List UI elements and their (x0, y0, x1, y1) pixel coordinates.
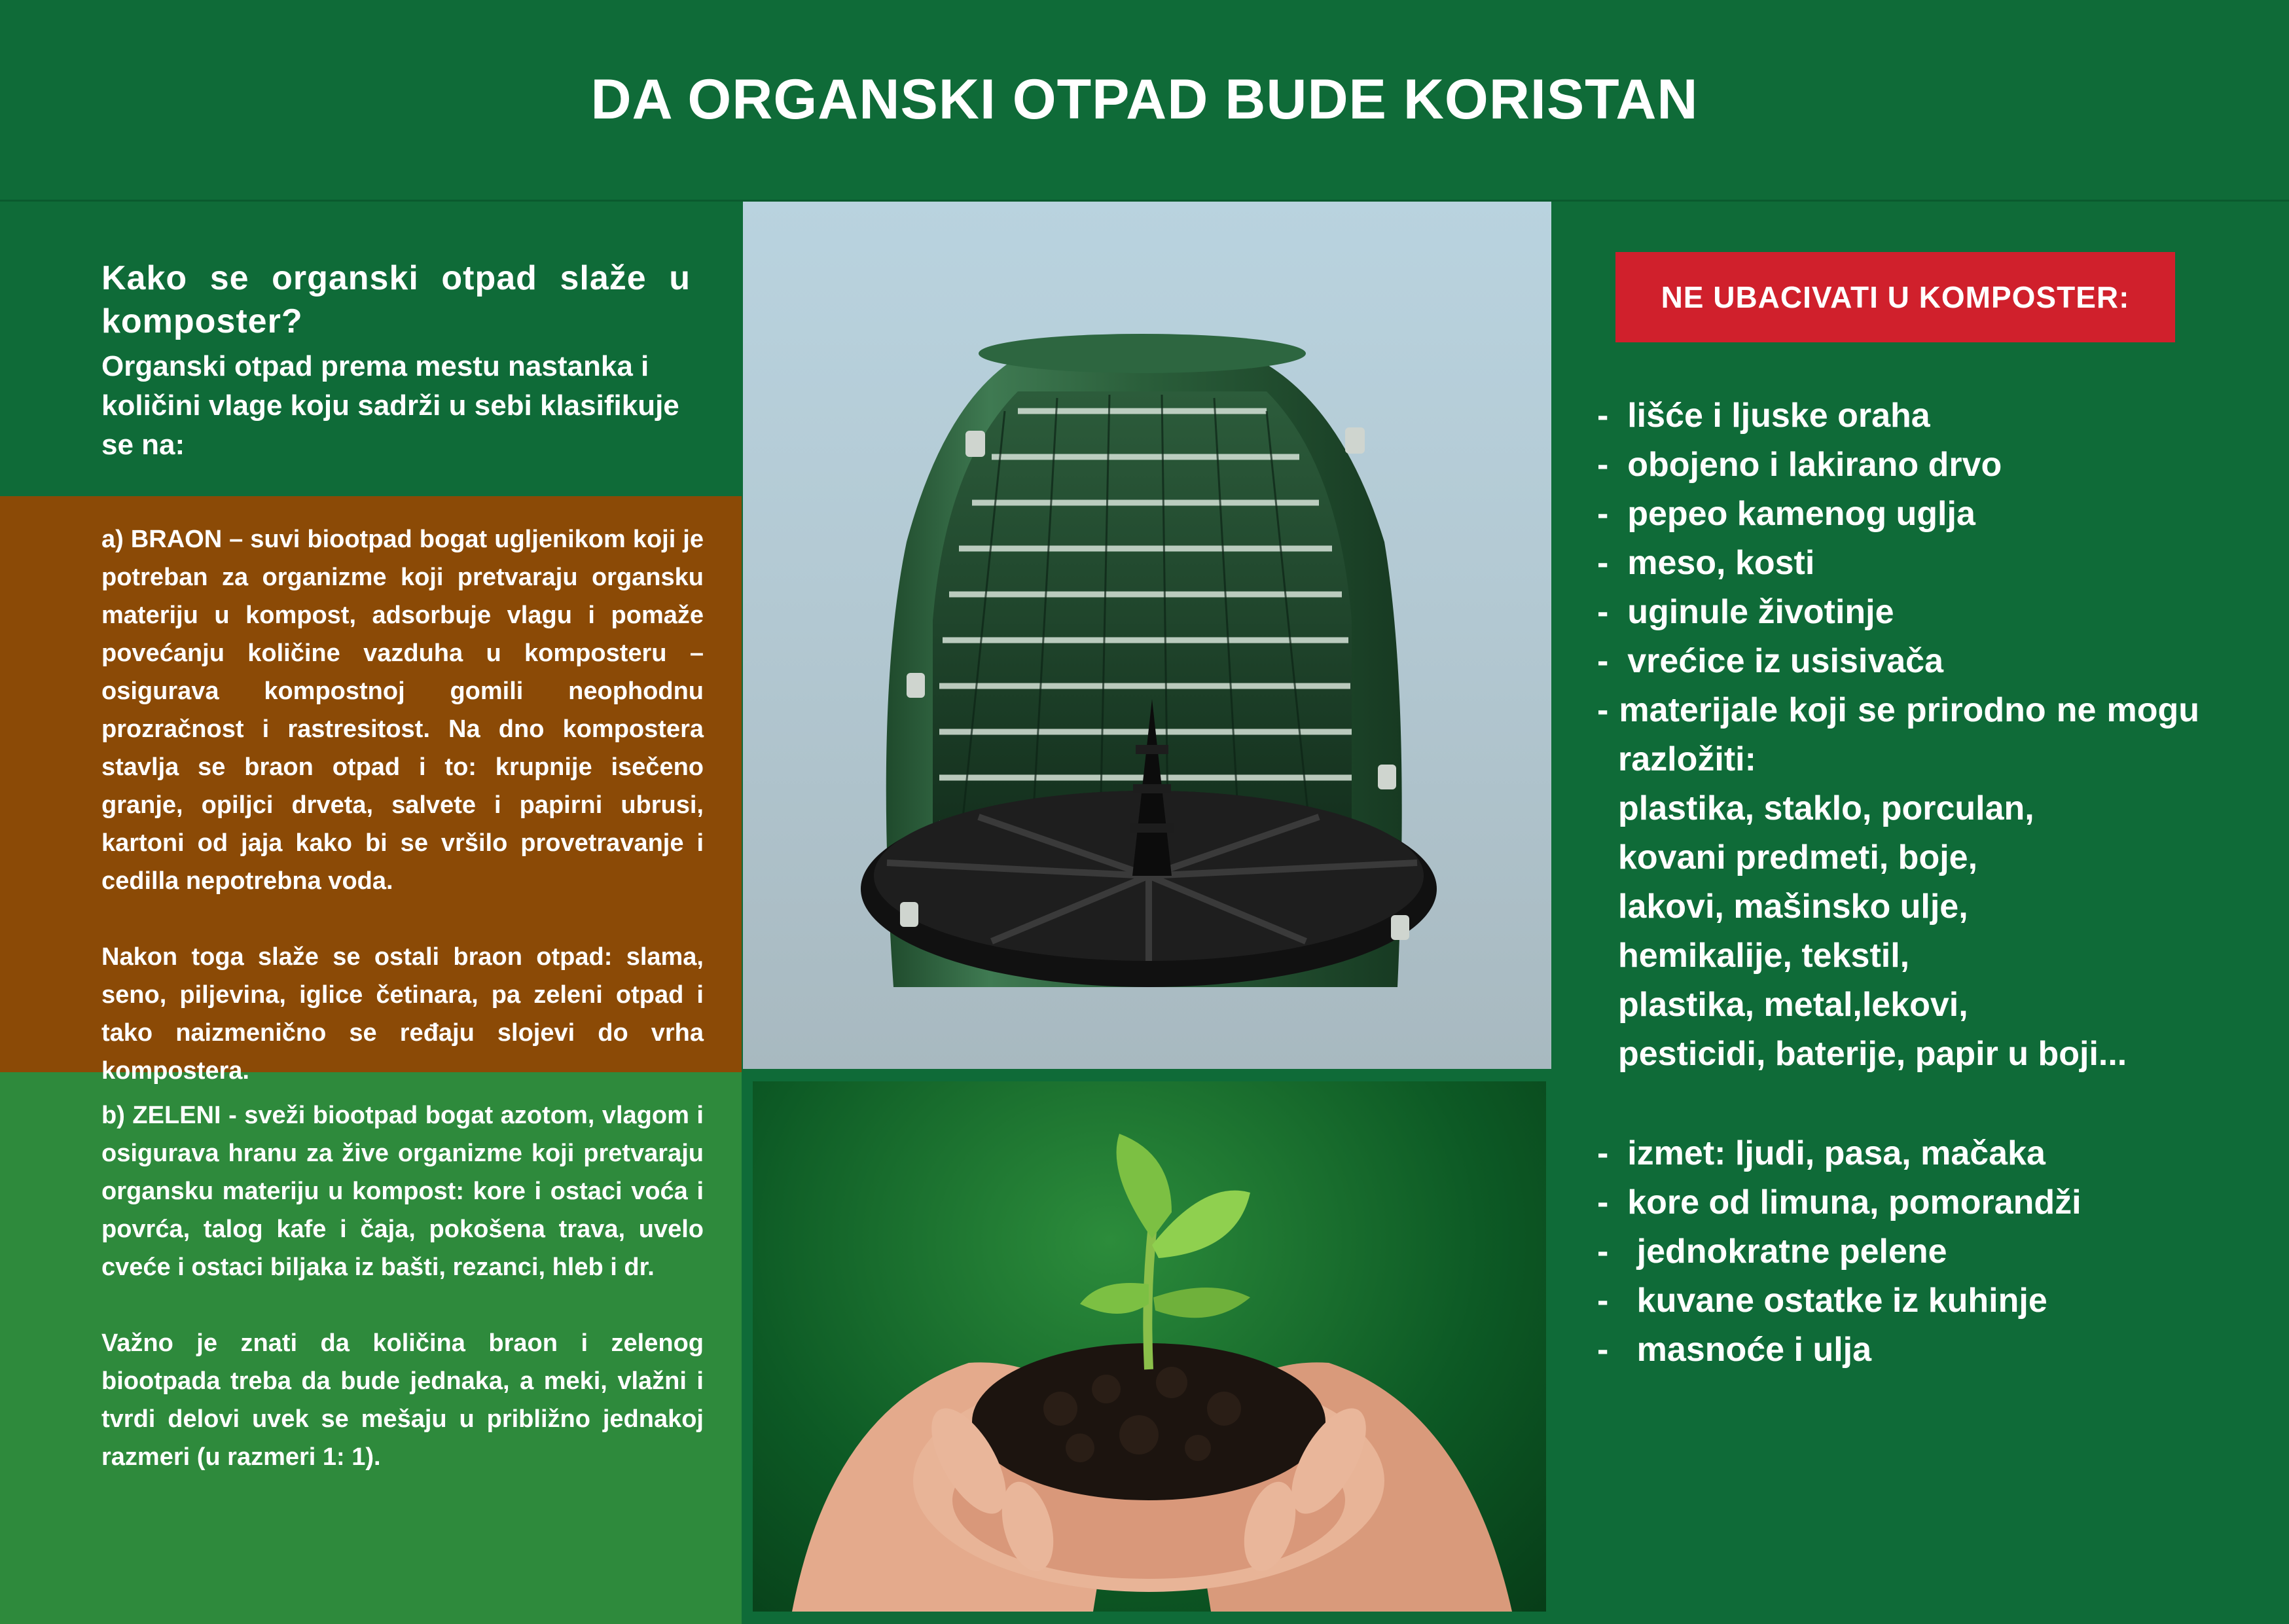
warning-title: NE UBACIVATI U KOMPOSTER: (1661, 280, 2130, 314)
list-item: - pepeo kamenog uglja (1597, 495, 1975, 533)
list-item: - vrećice iz usisivača (1597, 642, 1944, 680)
forbidden-list-2 (1597, 1129, 2199, 1375)
zeleni-paragraph-1: b) ZELENI - sveži biootpad bogat azotom, vlagom i osigurava hranu za žive organizme koji pretvaraju organsku materiju u kompost: kore i ostaci voća i povrća, talog kafe i čaja, pokošena trava, uvelo cveće i ostaci biljaka iz bašti, rezanci, hleb i dr. (101, 1102, 704, 1281)
braon-paragraph-2: Nakon toga slaže se ostali braon otpad: slama, seno, piljevina, iglice četinara, pa zeleni otpad i tako naizmenično se ređaju slojevi do vrha kompostera. (101, 943, 704, 1085)
sub-item: plastika, metal,lekovi, (1618, 986, 1968, 1024)
list-item-long-cont: razložiti: (1618, 740, 1756, 778)
warning-title-box (1615, 252, 2175, 342)
sub-item: lakovi, mašinsko ulje, (1618, 888, 1968, 926)
intro-text: Organski otpad prema mestu nastanka i količini vlage koju sadrži u sebi klasifikuje se na: (101, 350, 679, 461)
seedling-icon (753, 1081, 1546, 1612)
zeleni-paragraph-2: Važno je znati da količina braon i zelenog biootpada treba da bude jednaka, a meki, vlažni i tvrdi delovi uvek se mešaju u približno jednakoj razmeri (u razmeri 1: 1). (101, 1329, 704, 1471)
list-item: - uginule životinje (1597, 593, 1894, 631)
list-item-long: - materijale koji se prirodno ne mogu (1597, 691, 2199, 729)
hands-seedling-image (753, 1081, 1546, 1612)
sub-item: hemikalije, tekstil, (1618, 937, 1910, 975)
braon-text (101, 520, 704, 1128)
zeleni-text (101, 1096, 704, 1514)
page-header (0, 0, 2289, 202)
forbidden-list (1597, 391, 2199, 1079)
list-item: - izmet: ljudi, pasa, mačaka (1597, 1134, 2046, 1172)
intro-question: Kako se organski otpad slaže u komposter? (101, 259, 691, 340)
list-item: - masnoće i ulja (1597, 1331, 1872, 1369)
sub-item: kovani predmeti, boje, (1618, 839, 1978, 876)
list-item: - jednokratne pelene (1597, 1233, 1947, 1271)
page-title: DA ORGANSKI OTPAD BUDE KORISTAN (590, 68, 1699, 131)
sub-item: pesticidi, baterije, papir u boji... (1618, 1035, 2127, 1073)
list-item: - obojeno i lakirano drvo (1597, 446, 2002, 484)
list-item: - meso, kosti (1597, 544, 1815, 582)
braon-paragraph-1: a) BRAON – suvi biootpad bogat ugljenikom koji je potreban za organizme koji pretvaraju organsku materiju u kompost, adsorbuje vlagu i pomaže povećanju količine vazduha u komposteru – osigurava kompostnoj gomili neophodnu prozračnost i rastresitost. Na dno kompostera stavlja se braon otpad i to: krupnije isečeno granje, opiljci drveta, salvete i papirni ubrusi, kartoni od jaja kako bi se vršilo provetravanje i cedilla nepotrebna voda. (101, 526, 704, 895)
sub-item: plastika, staklo, porculan, (1618, 789, 2034, 827)
list-item: - kore od limuna, pomorandži (1597, 1183, 2082, 1221)
list-item: - lišće i ljuske oraha (1597, 397, 1930, 435)
list-item: - kuvane ostatke iz kuhinje (1597, 1282, 2047, 1320)
composter-bin-image (743, 202, 1551, 1069)
composter-bin-icon (743, 202, 1551, 1069)
